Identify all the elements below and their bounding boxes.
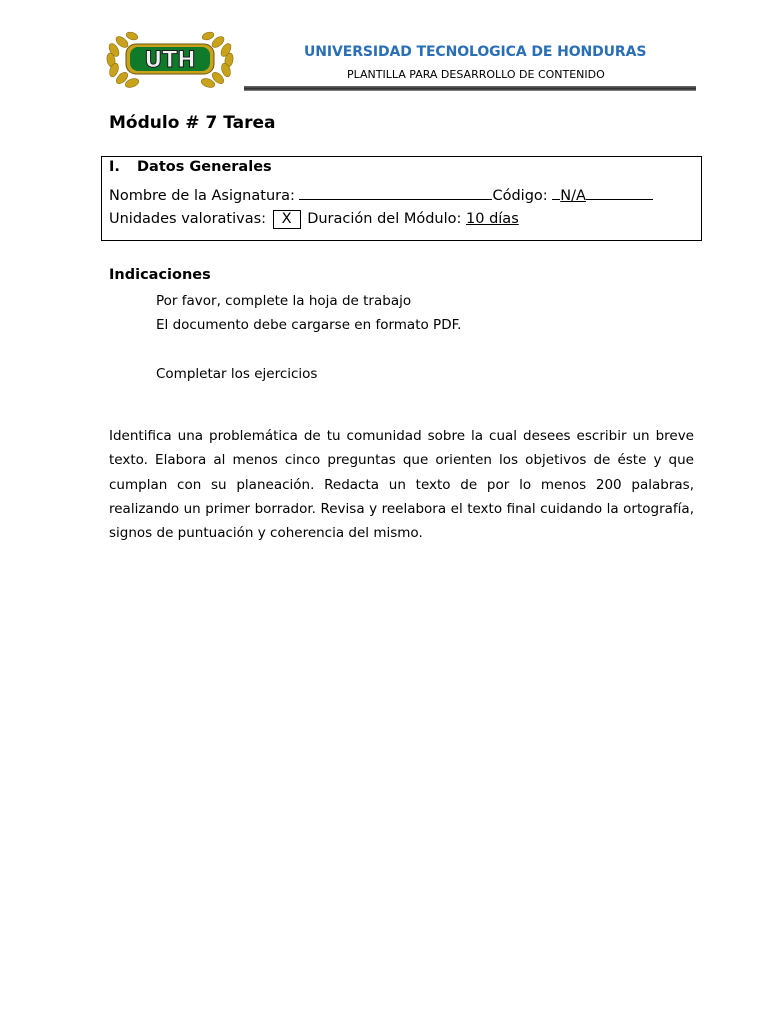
template-subtitle: PLANTILLA PARA DESARROLLO DE CONTENIDO	[347, 68, 605, 81]
indicacion-item: Completar los ejercicios	[156, 366, 318, 382]
duracion-label: Duración del Módulo:	[307, 211, 462, 227]
asignatura-row	[109, 185, 653, 204]
laurel-wreath-icon	[104, 28, 236, 90]
datos-generales-heading	[109, 159, 272, 175]
university-title: UNIVERSIDAD TECNOLOGICA DE HONDURAS	[304, 44, 647, 60]
datos-generales-box	[101, 156, 702, 241]
codigo-label: Código:	[492, 188, 548, 204]
indicaciones-heading: Indicaciones	[109, 267, 211, 283]
section-heading-text: Datos Generales	[137, 159, 272, 175]
duracion-value: 10 días	[466, 211, 519, 227]
unidades-row	[109, 210, 519, 229]
section-number: I.	[109, 159, 120, 175]
codigo-value: N/A	[560, 188, 586, 204]
uth-logo	[104, 28, 236, 90]
asignatura-label: Nombre de la Asignatura:	[109, 188, 295, 204]
logo-text: UTH	[144, 48, 196, 73]
asignatura-blank[interactable]	[299, 185, 492, 200]
header-divider	[244, 86, 696, 91]
module-title: Módulo # 7 Tarea	[109, 113, 276, 133]
unidades-value-box: X	[273, 210, 301, 229]
indicacion-item: Por favor, complete la hoja de trabajo	[156, 293, 412, 309]
indicacion-item: El documento debe cargarse en formato PDF.	[156, 317, 462, 333]
assignment-paragraph: Identifica una problemática de tu comunidad sobre la cual desees escribir un breve texto. Elabora al menos cinco preguntas que orienten los objetivos de éste y que cumplan con su planeación. Redacta un texto de por lo menos 200 palabras, realizando un primer borrador. Revisa y reelabora el texto final cuidando la ortografía, signos de puntuación y coherencia del mismo.	[109, 428, 694, 542]
unidades-label: Unidades valorativas:	[109, 211, 267, 227]
